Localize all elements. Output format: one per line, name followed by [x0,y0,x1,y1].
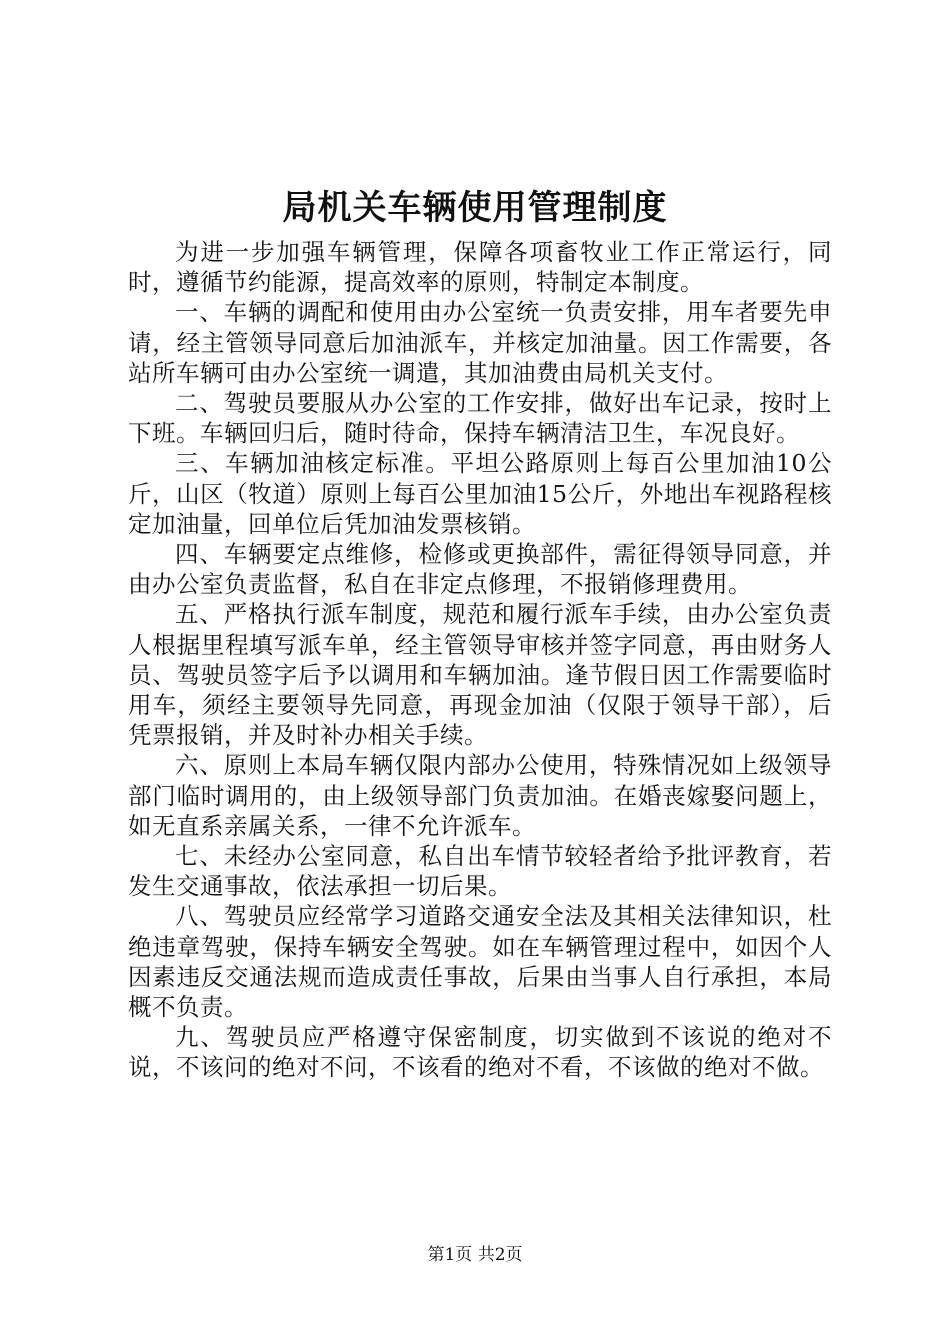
paragraph-article-3: 三、车辆加油核定标准。平坦公路原则上每百公里加油10公斤，山区（牧道）原则上每百公里加油15公斤，外地出车视路程核定加油量，回单位后凭加油发票核销。 [128,449,832,538]
paragraph-article-4: 四、车辆要定点维修，检修或更换部件，需征得领导同意，并由办公室负责监督，私自在非定点修理，不报销修理费用。 [128,540,832,599]
paragraph-article-7: 七、未经办公室同意，私自出车情节较轻者给予批评教育，若发生交通事故，依法承担一切后果。 [128,842,832,901]
paragraph-article-9: 九、驾驶员应严格遵守保密制度，切实做到不该说的绝对不说，不该问的绝对不问，不该看的绝对不看，不该做的绝对不做。 [128,1023,832,1082]
document-title: 局机关车辆使用管理制度 [282,188,668,228]
paragraph-article-8: 八、驾驶员应经常学习道路交通安全法及其相关法律知识，杜绝违章驾驶，保持车辆安全驾驶。如在车辆管理过程中，如因个人因素违反交通法规而造成责任事故，后果由当事人自行承担，本局概不负责。 [128,902,832,1022]
paragraph-intro: 为进一步加强车辆管理，保障各项畜牧业工作正常运行，同时，遵循节约能源，提高效率的原则，特制定本制度。 [128,238,832,297]
paragraph-article-5: 五、严格执行派车制度，规范和履行派车手续，由办公室负责人根据里程填写派车单，经主管领导审核并签字同意，再由财务人员、驾驶员签字后予以调用和车辆加油。逢节假日因工作需要临时用车，须经主要领导先同意，再现金加油（仅限于领导干部），后凭票报销，并及时补办相关手续。 [128,600,832,750]
paragraph-article-2: 二、驾驶员要服从办公室的工作安排，做好出车记录，按时上下班。车辆回归后，随时待命，保持车辆清洁卫生，车况良好。 [128,389,832,448]
page-number-footer: 第1页 共2页 [427,1245,523,1265]
paragraph-article-6: 六、原则上本局车辆仅限内部办公使用，特殊情况如上级领导部门临时调用的，由上级领导部门负责加油。在婚丧嫁娶问题上，如无直系亲属关系，一律不允许派车。 [128,751,832,840]
document-body [128,237,832,1083]
paragraph-article-1: 一、车辆的调配和使用由办公室统一负责安排，用车者要先申请，经主管领导同意后加油派车，并核定加油量。因工作需要，各站所车辆可由办公室统一调遣，其加油费由局机关支付。 [128,298,832,387]
